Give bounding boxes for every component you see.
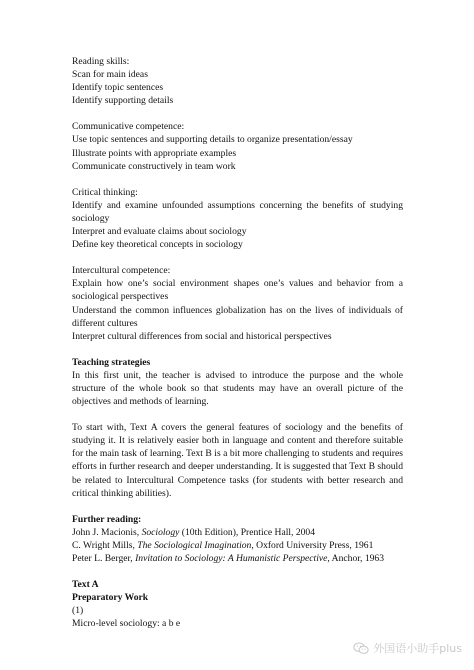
reference-1-title: Sociology [141,526,180,538]
teaching-p2-line: studying it. It is relatively easier both in language and content and therefore suitable [72,435,403,447]
reference-3-title: Invitation to Sociology: A Humanistic Perspective [135,553,328,564]
document-page [72,55,403,630]
wechat-icon [353,642,369,655]
intercultural-item: Interpret cultural differences from social and historical perspectives [72,330,332,342]
critical-item: Define key theoretical concepts in sociology [72,239,243,251]
critical-item-line: Identify and examine unfounded assumptions concerning the benefits of studying [72,199,403,211]
communicative-item: Illustrate points with appropriate examples [72,147,237,159]
communicative-heading: Communicative competence: [72,121,185,133]
teaching-p1-line: In this first unit, the teacher is advised to introduce the purpose and the whole [72,369,403,381]
intercultural-heading: Intercultural competence: [72,265,171,277]
reference-2: C. Wright Mills, The Sociological Imagination, Oxford University Press, 1961 [72,539,374,551]
critical-item: Interpret and evaluate claims about sociology [72,226,247,238]
teaching-p2-line: for the main task of learning. Text B is a bit more challenging to students and requires [72,448,403,460]
communicative-item: Communicate constructively in team work [72,160,236,172]
teaching-heading: Teaching strategies [72,356,151,368]
reading-skill-item: Identify supporting details [72,95,174,107]
intercultural-item-line: different cultures [72,317,138,329]
further-reading-heading: Further reading: [72,513,142,525]
question-number: (1) [72,605,84,617]
intercultural-item-line: sociological perspectives [72,291,169,303]
critical-heading: Critical thinking: [72,186,138,198]
teaching-p2-line: To start with, Text A covers the general features of sociology and the benefits of [72,422,403,434]
preparatory-work-heading: Preparatory Work [72,592,149,604]
reading-skill-item: Identify topic sentences [72,82,164,94]
teaching-p2-line: be related to Intercultural Competence tasks (for students with better research and [72,474,403,486]
watermark [353,640,462,656]
critical-item-line: sociology [72,212,110,224]
teaching-p2-line: efforts in further research and deeper understanding. It is suggested that Text B should [72,461,403,473]
text-a-heading: Text A [72,579,99,591]
teaching-p1-line: objectives and methods of learning. [72,396,209,408]
reading-skills-heading: Reading skills: [72,56,130,67]
watermark-text: 外国语小助手plus [373,642,462,655]
reading-skill-item: Scan for main ideas [72,69,148,81]
teaching-p1-line: structure of the whole book so that students may have an overall picture of the [72,382,403,394]
reference-1: John J. Macionis, Sociology (10th Edition), Prentice Hall, 2004 [72,526,316,538]
teaching-p2-line: critical thinking abilities). [72,487,172,499]
answer-line: Micro-level sociology: a b e [72,618,181,630]
reference-2-title: The Sociological Imagination [137,539,252,551]
intercultural-item-line: Explain how one’s social environment shapes one’s values and behavior from a [72,278,403,290]
reference-3: Peter L. Berger, Invitation to Sociology: A Humanistic Perspective, Anchor, 1963 [72,553,385,564]
communicative-item: Use topic sentences and supporting details to organize presentation/essay [72,134,353,146]
intercultural-item-line: Understand the common influences globalization has on the lives of individuals of [72,304,403,316]
